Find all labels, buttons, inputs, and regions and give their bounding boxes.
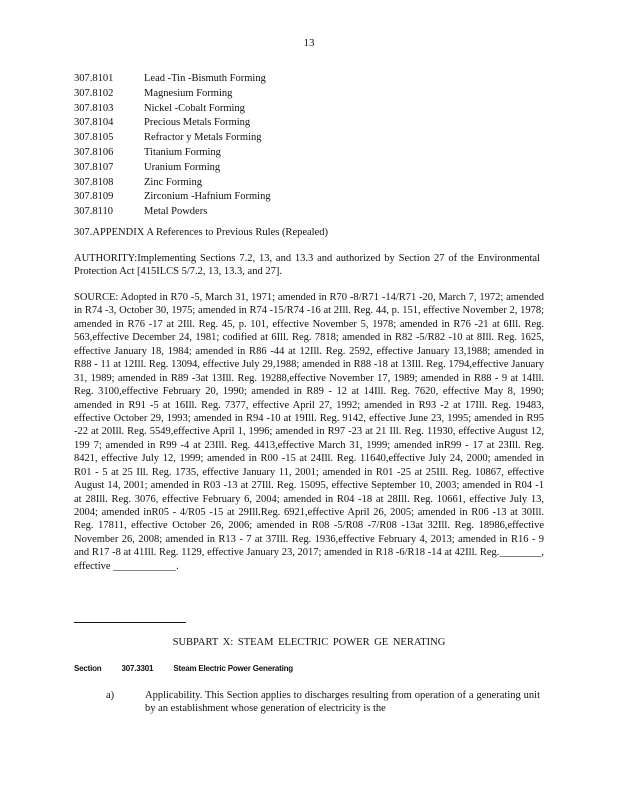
paragraph-text: Applicability. This Section applies to discharges resulting from operation of a generating unit by an establishment whose generation of electricity is the <box>145 690 540 715</box>
divider-line <box>74 622 186 623</box>
section-heading-title: Steam Electric Power Generating <box>173 664 293 673</box>
section-number: 307.8107 <box>74 161 114 173</box>
source-note: SOURCE: Adopted in R70 -5, March 31, 1971; amended in R70 -8/R71 -14/R71 -20, March 7, 1972; amended in R74 -3, October 30, 1975; amended in R74 -15/R74 -16 at 2Ill. Reg. 44, p. 151, effective November 2, 1978; amended in R76 -17 at 2Ill. Reg. 45, p. 101, effective November 5, 1978; amended in R76 -21 at 6Ill. Reg. 563,effective December 24, 1981; codified at 6Ill. Reg. 7818; amended in R82 -5/R82 -10 at 8Ill. Reg. 1625, effective January 18, 1984; amended in R86 -44 at 12Ill. Reg. 2592, effective January 13,1988; amended in R88 - 11 at 12Ill. Reg. 13094, effective July 29,1988; amended in R88 -18 at 13Ill. Reg. 1794,effective January 31, 1989; amended in R89 -3at 13Ill. Reg. 19288,effective November 17, 1989; amended in R88 - 9 at 14Ill. Reg. 3100,effective February 20, 1990; amended in R89 - 12 at 14Ill. Reg. 7620, effective May 8, 1990; amended in R91 -5 at 16Ill. Reg. 7377, effective April 27, 1992; amended in R93 -2 at 17Ill. Reg. 19483, effective October 29, 1993; amended in R94 -10 at 19Ill. Reg. 9142, effective June 23, 1995; amended in R95 -22 at 20Ill. Reg. 5549,effective April 1, 1996; amended in R97 -23 at 21 Ill. Reg. 11930, effective August 12, 199 7; amended in R99 -4 at 23Ill. Reg. 4413,effective March 31, 1999; amended inR99 - 17 at 23Ill. Reg. 8421, effective July 12, 1999; amended in R00 -15 at 24Ill. Reg. 11640,effective July 24, 2000; amended in R01 - 5 at 25 Ill. Reg. 1735, effective January 11, 2001; amended in R01 -25 at 25Ill. Reg. 10867, effective August 14, 2001; amended in R03 -13 at 27Ill. Reg. 15095, effective September 10, 2003; amended in R04 -1 at 28Ill. Reg. 3076, effective February 6, 2004; amended in R04 -18 at 28Ill. Reg. 10661, effective July 13, 2004; amended inR05 - 4/R05 -15 at 29Ill.Reg. 6921,effective April 26, 2005; amended in R06 -13 at 30Ill. Reg. 17811, effective October 26, 2006; amended in R08 -5/R08 -7/R08 -13at 32Ill. Reg. 18986,effective November 26, 2008; amended in R13 - 7 at 37Ill. Reg. 1936,effective February 4, 2013; amended in R16 - 9 and R17 -8 at 41Ill. Reg. 1129, effective January 23, 2017; amended in R18 -6/R18 -14 at 42Ill. Reg.________, effective ____________. <box>74 292 544 572</box>
section-row <box>74 87 544 102</box>
section-title: Titanium Forming <box>144 146 221 158</box>
section-title: Metal Powders <box>144 206 208 218</box>
section-heading <box>74 664 311 674</box>
section-row <box>74 102 544 117</box>
section-heading-number: 307.3301 <box>121 664 154 673</box>
section-row <box>74 161 544 176</box>
section-list <box>74 72 544 220</box>
section-row <box>74 205 544 220</box>
section-number: 307.8110 <box>74 206 113 218</box>
section-title: Lead -Tin -Bismuth Forming <box>144 73 266 84</box>
section-title: Zinc Forming <box>144 176 203 188</box>
section-title: Precious Metals Forming <box>144 117 251 129</box>
section-row <box>74 116 544 131</box>
section-number: 307.8103 <box>74 102 114 114</box>
authority-note: AUTHORITY:Implementing Sections 7.2, 13, and 13.3 and authorized by Section 27 of the Environmental Protection Act [415ILCS 5/7.2, 13, 13.3, and 27]. <box>74 253 540 278</box>
section-title: Zirconium -Hafnium Forming <box>144 191 271 203</box>
section-number: 307.8101 <box>74 73 114 84</box>
subpart-heading: SUBPART X: STEAM ELECTRIC POWER GE NERATING <box>172 637 446 648</box>
section-row <box>74 190 544 205</box>
section-number: 307.8104 <box>74 117 114 129</box>
section-row <box>74 146 544 161</box>
appendix-entry: 307.APPENDIX A References to Previous Rules (Repealed) <box>74 227 328 238</box>
section-number: 307.8108 <box>74 176 114 188</box>
section-number: 307.8102 <box>74 87 114 99</box>
section-title: Refractor y Metals Forming <box>144 132 262 144</box>
section-title: Uranium Forming <box>144 161 221 173</box>
section-row <box>74 72 544 87</box>
section-title: Magnesium Forming <box>144 87 233 99</box>
paragraph-label: a) <box>106 690 115 701</box>
section-number: 307.8105 <box>74 132 114 144</box>
section-heading-label: Section <box>74 664 102 673</box>
section-title: Nickel -Cobalt Forming <box>144 102 245 114</box>
section-row <box>74 131 544 146</box>
section-row <box>74 176 544 191</box>
section-number: 307.8106 <box>74 146 114 158</box>
page-number: 13 <box>303 37 315 49</box>
section-number: 307.8109 <box>74 191 114 203</box>
